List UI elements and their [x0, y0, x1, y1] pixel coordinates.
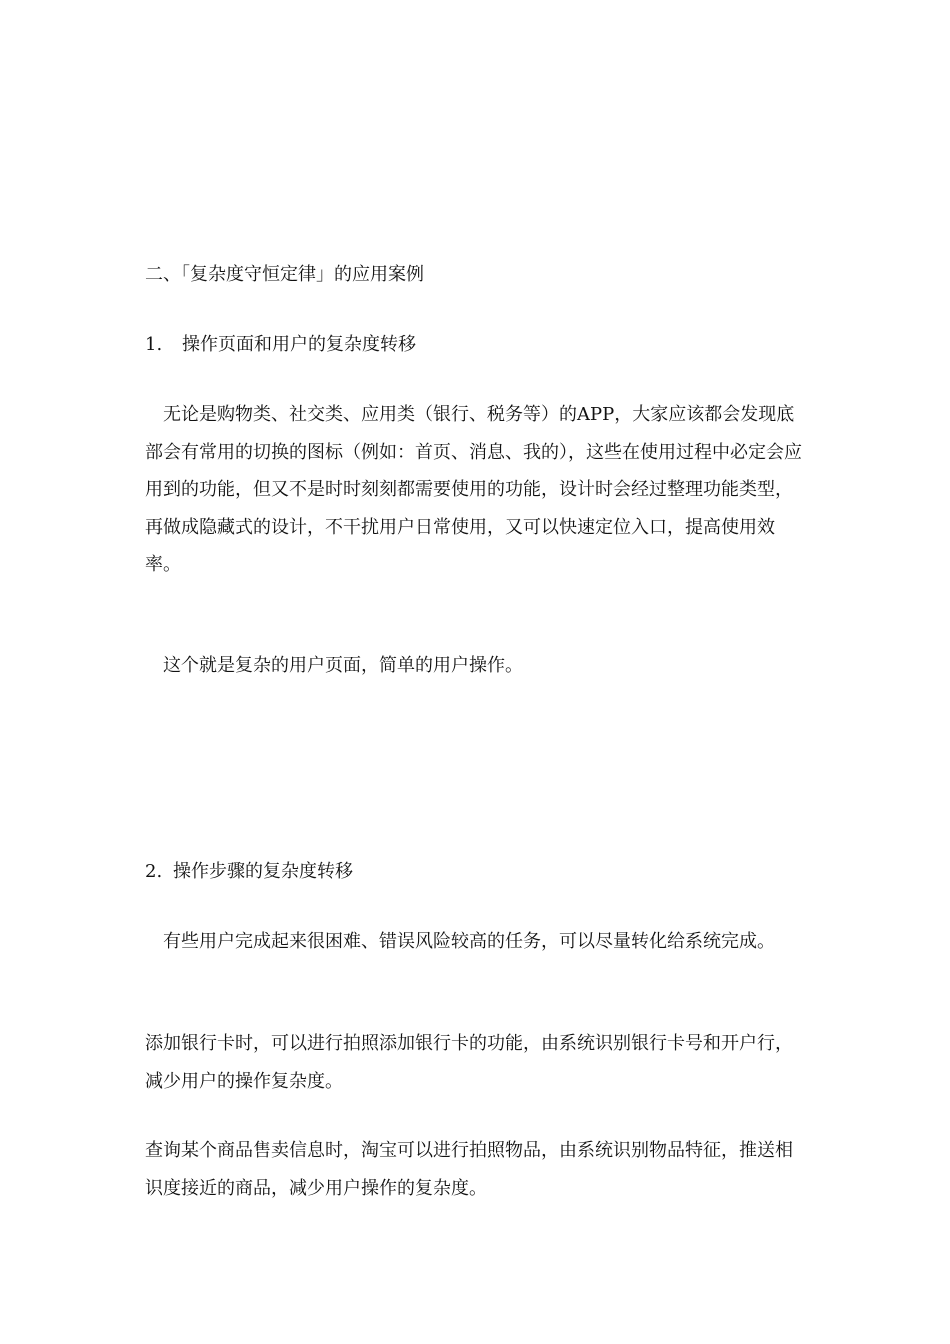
paragraph-4: 添加银行卡时，可以进行拍照添加银行卡的功能，由系统识别银行卡号和开户行，减少用户的操作复杂度。 — [145, 1033, 793, 1092]
subsection-title-1: 操作页面和用户的复杂度转移 — [182, 334, 416, 355]
paragraph-3: 有些用户完成起来很困难、错误风险较高的任务，可以尽量转化给系统完成。 — [163, 931, 775, 952]
paragraph-2: 这个就是复杂的用户页面，简单的用户操作。 — [163, 655, 523, 676]
subsection-heading-2 — [145, 853, 807, 891]
subsection-number-1: 1. — [145, 334, 163, 355]
paragraph-1: 无论是购物类、社交类、应用类（银行、税务等）的APP，大家应该都会发现底部会有常用的切换的图标（例如：首页、消息、我的），这些在使用过程中必定会应用到的功能，但又不是时时刻刻都需要使用的功能，设计时会经过整理功能类型，再做成隐藏式的设计，不干扰用户日常使用，又可以快速定位入口，提高使用效率。 — [145, 404, 802, 575]
subsection-heading-1 — [145, 326, 807, 364]
subsection-title-2: 操作步骤的复杂度转移 — [173, 861, 353, 882]
paragraph-5: 查询某个商品售卖信息时，淘宝可以进行拍照物品，由系统识别物品特征，推送相识度接近的商品，减少用户操作的复杂度。 — [145, 1140, 793, 1199]
section-heading: 二、「复杂度守恒定律」的应用案例 — [145, 264, 424, 285]
subsection-number-2: 2. — [145, 861, 163, 882]
